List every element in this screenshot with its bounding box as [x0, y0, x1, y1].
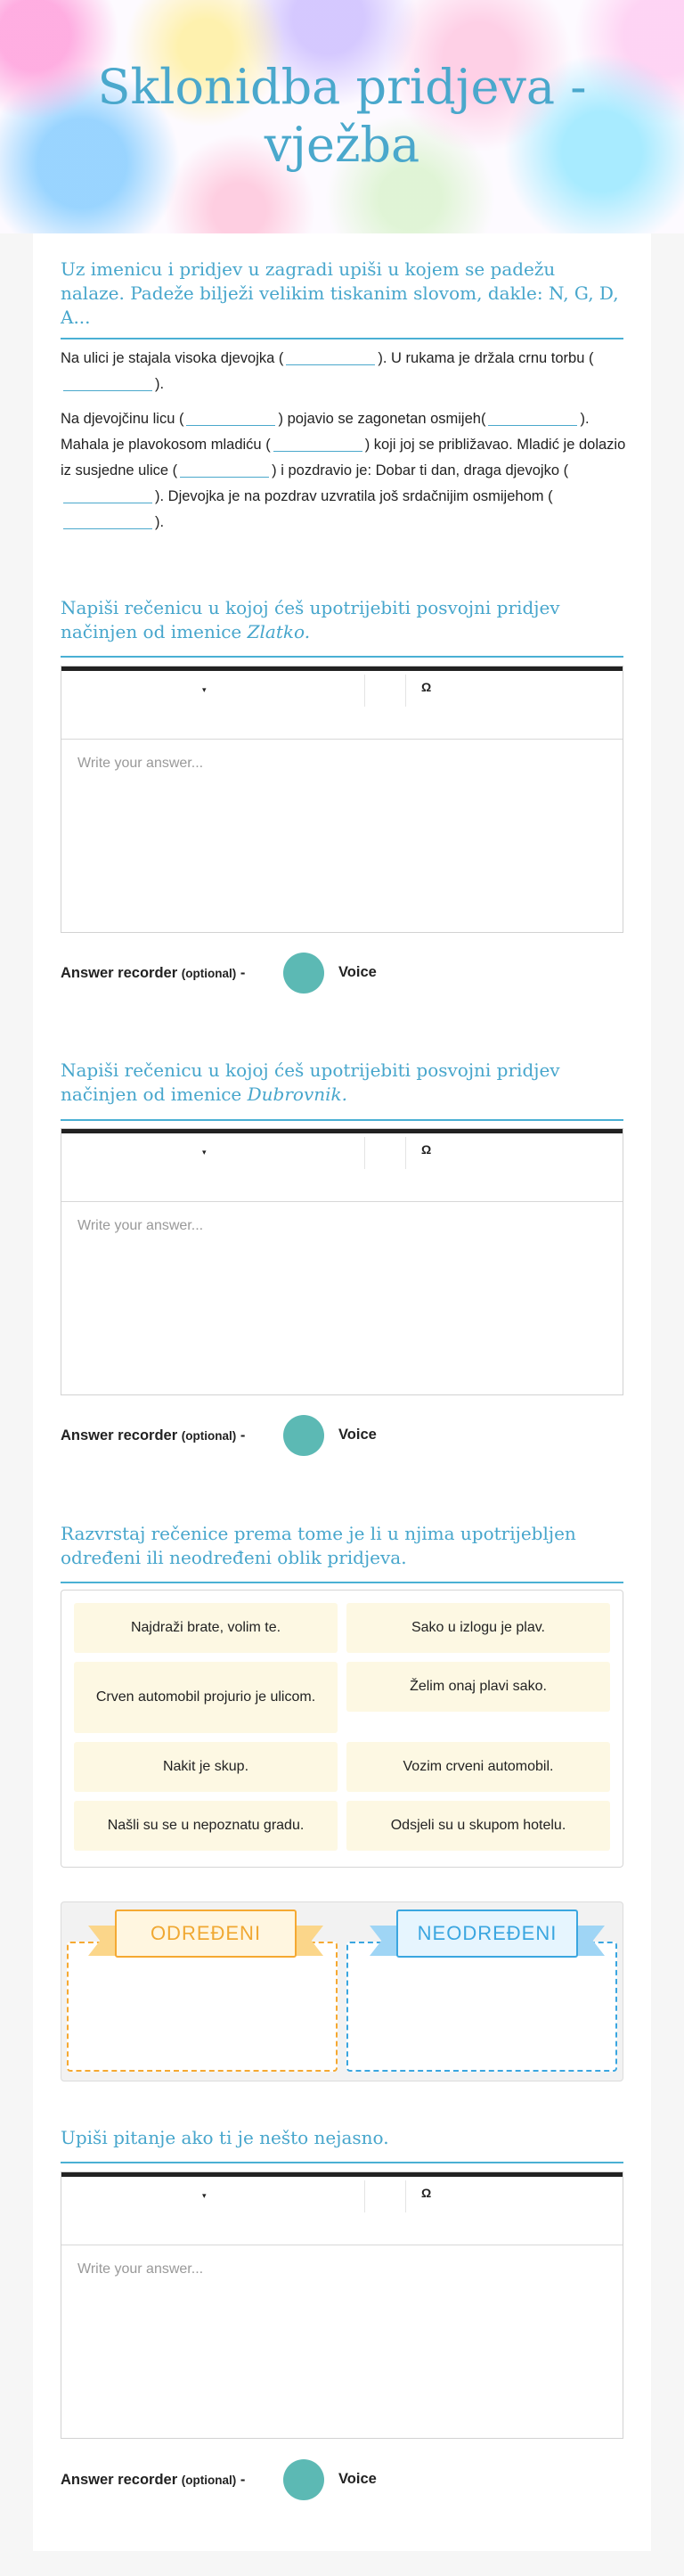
record-button[interactable]	[283, 1415, 324, 1456]
draggable-sentence[interactable]: Želim onaj plavi sako.	[346, 1662, 610, 1712]
answer-blank[interactable]	[63, 373, 152, 391]
header-banner	[0, 0, 684, 233]
q2-answer-recorder	[61, 953, 623, 994]
q2-heading-emphasis: Zlatko.	[247, 621, 311, 642]
q1-text: Na ulici je stajala visoka djevojka (	[61, 350, 284, 366]
q1-text: Na djevojčinu licu (	[61, 411, 184, 427]
draggable-sentence[interactable]: Sako u izlogu je plav.	[346, 1603, 610, 1653]
toolbar-divider	[364, 2180, 365, 2212]
draggable-sentence[interactable]: Vozim crveni automobil.	[346, 1742, 610, 1792]
toolbar-divider	[405, 675, 406, 707]
q1-text: ).	[155, 376, 165, 392]
format-dropdown-caret-icon[interactable]: ▾	[202, 1148, 207, 1157]
q1-paragraph-2	[61, 406, 631, 536]
recorder-label	[61, 1427, 245, 1444]
answer-blank[interactable]	[180, 460, 269, 478]
recorder-label-text: Answer recorder	[61, 965, 178, 981]
record-button[interactable]	[283, 953, 324, 994]
recorder-optional: (optional)	[181, 967, 237, 980]
q1-text: ).	[155, 514, 165, 530]
editor-toolbar	[61, 2177, 623, 2245]
draggable-sentence[interactable]: Nakit je skup.	[74, 1742, 338, 1792]
category-label-odredeni: ODREĐENI	[115, 1910, 297, 1958]
q1-text: ) koji joj se približavao. Mladić je dolazio iz susjedne ulice (	[61, 437, 626, 478]
q2-divider	[61, 656, 623, 658]
recorder-label	[61, 965, 245, 982]
recorder-dash: -	[240, 1427, 246, 1443]
format-dropdown-caret-icon[interactable]: ▾	[202, 685, 207, 694]
q3-heading	[61, 1059, 623, 1107]
recorder-dash: -	[240, 2472, 246, 2488]
recorder-optional: (optional)	[181, 2474, 237, 2487]
category-ribbon-odredeni	[88, 1908, 323, 1965]
answer-blank[interactable]	[186, 408, 275, 426]
draggable-sentence[interactable]: Našli su se u nepoznatu gradu.	[74, 1801, 338, 1851]
q2-heading	[61, 596, 623, 644]
answer-blank[interactable]	[488, 408, 577, 426]
recorder-label-text: Answer recorder	[61, 1427, 178, 1443]
voice-label[interactable]: Voice	[338, 964, 377, 980]
q1-text: ). Djevojka je na pozdrav uzvratila još srdačnijim osmijehom (	[155, 488, 553, 504]
toolbar-divider	[364, 675, 365, 707]
page-title: Sklonidba pridjeva - vježba	[97, 59, 587, 173]
answer-placeholder[interactable]: Write your answer...	[77, 756, 204, 771]
q1-text: ) pojavio se zagonetan osmijeh(	[278, 411, 486, 427]
voice-label[interactable]: Voice	[338, 1427, 377, 1443]
format-dropdown-caret-icon[interactable]: ▾	[202, 2191, 207, 2200]
q2-heading-text: Napiši rečenicu u kojoj ćeš upotrijebiti posvojni pridjev načinjen od imenice	[61, 597, 560, 642]
toolbar-divider	[364, 1137, 365, 1169]
draggable-sentence[interactable]: Najdraži brate, volim te.	[74, 1603, 338, 1653]
toolbar-divider	[405, 2180, 406, 2212]
q5-heading: Upiši pitanje ako ti je nešto nejasno.	[61, 2127, 389, 2148]
draggable-sentence[interactable]: Odsjeli su u skupom hotelu.	[346, 1801, 610, 1851]
category-label-neodredeni: NEODREĐENI	[396, 1910, 578, 1958]
answer-blank[interactable]	[63, 511, 152, 529]
q3-answer-editor[interactable]	[61, 1128, 623, 1395]
q3-answer-recorder	[61, 1415, 623, 1456]
record-button[interactable]	[283, 2459, 324, 2500]
draggable-sentence[interactable]: Crven automobil projurio je ulicom.	[74, 1662, 338, 1733]
q1-paragraph-1	[61, 346, 631, 397]
q2-answer-editor[interactable]	[61, 666, 623, 933]
voice-label[interactable]: Voice	[338, 2471, 377, 2487]
q3-heading-text: Napiši rečenicu u kojoj ćeš upotrijebiti posvojni pridjev načinjen od imenice	[61, 1059, 560, 1105]
q1-text: ). U rukama je držala crnu torbu (	[378, 350, 594, 366]
q1-text: ) i pozdravio je: Dobar ti dan, draga djevojko (	[272, 462, 569, 478]
recorder-dash: -	[240, 965, 246, 981]
special-characters-icon[interactable]: Ω	[421, 680, 432, 694]
q1-text: ). Mahala je plavokosom mladiću (	[61, 411, 590, 453]
q1-divider	[61, 338, 623, 339]
recorder-label	[61, 2472, 245, 2489]
recorder-optional: (optional)	[181, 1429, 237, 1443]
q5-answer-recorder	[61, 2459, 623, 2500]
q3-heading-emphasis: Dubrovnik.	[247, 1084, 348, 1105]
answer-blank[interactable]	[63, 486, 152, 503]
q4-heading: Razvrstaj rečenice prema tome je li u njima upotrijebljen određeni ili neodređeni oblik pridjeva.	[61, 1523, 576, 1568]
answer-placeholder[interactable]: Write your answer...	[77, 2261, 204, 2277]
special-characters-icon[interactable]: Ω	[421, 2186, 432, 2200]
editor-toolbar	[61, 671, 623, 740]
answer-placeholder[interactable]: Write your answer...	[77, 1218, 204, 1233]
q1-heading: Uz imenicu i pridjev u zagradi upiši u kojem se padežu nalaze. Padeže bilježi velikim tiskanim slovom, dakle: N, G, D, A...	[61, 258, 619, 328]
recorder-label-text: Answer recorder	[61, 2472, 178, 2488]
toolbar-divider	[405, 1137, 406, 1169]
q3-divider	[61, 1119, 623, 1121]
special-characters-icon[interactable]: Ω	[421, 1142, 432, 1157]
answer-blank[interactable]	[286, 348, 375, 365]
category-drop-area	[61, 1901, 623, 2081]
editor-toolbar	[61, 1133, 623, 1202]
worksheet-card	[33, 233, 651, 2551]
q5-divider	[61, 2162, 623, 2163]
q5-answer-editor[interactable]	[61, 2171, 623, 2439]
sortable-items-container	[61, 1590, 623, 1868]
q4-divider	[61, 1582, 623, 1583]
category-ribbon-neodredeni	[370, 1908, 605, 1965]
answer-blank[interactable]	[273, 434, 362, 452]
